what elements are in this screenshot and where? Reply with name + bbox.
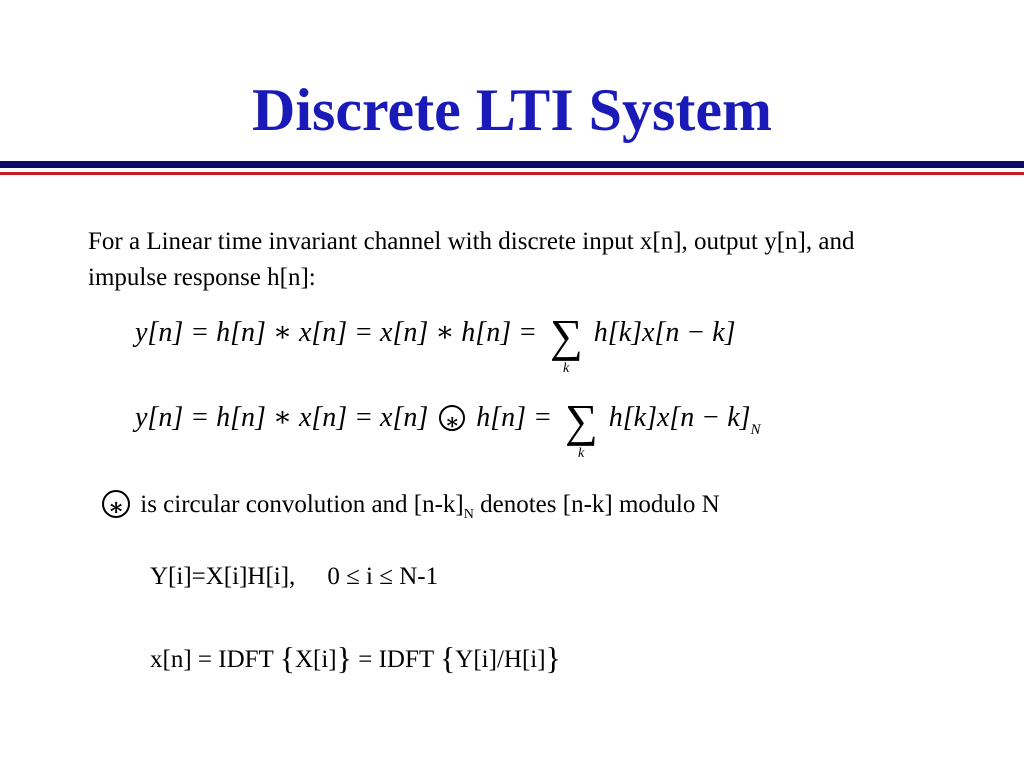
frequency-domain-equation [150,563,438,591]
circular-convolution-icon: ∗ [102,490,130,518]
eq1-lhs: y[n] = h[n] ∗ x[n] = x[n] ∗ h[n] = [135,317,537,348]
note-text-a: is circular convolution and [n-k] [140,491,464,518]
idft-part1: x[n] = IDFT [150,646,274,673]
summation-index: k [563,361,570,376]
right-brace: } [545,640,561,676]
eq1-rhs: h[k]x[n − k] [593,317,736,348]
summation-symbol: ∑ k [550,310,583,376]
circular-convolution-equation [135,395,761,461]
eq2-lhs-a: y[n] = h[n] ∗ x[n] = x[n] [135,402,429,433]
linear-convolution-equation [135,310,736,376]
left-brace: { [439,640,456,676]
idft-arg1: X[i] [294,646,337,673]
eq2-rhs: h[k]x[n − k] [608,402,751,433]
freq-eq-left: Y[i]=X[i]H[i], [150,563,296,590]
eq2-lhs-b: h[n] = [476,402,552,433]
circular-convolution-icon: ∗ [439,405,465,431]
idft-equation [150,640,561,677]
idft-part2: = IDFT [358,646,434,673]
title-divider-red [0,172,1024,175]
circular-convolution-note [98,490,720,523]
slide-title: Discrete LTI System [252,77,772,143]
title-divider-navy [0,161,1024,168]
freq-eq-range: 0 ≤ i ≤ N-1 [327,563,439,590]
left-brace: { [279,640,295,676]
note-text-b: denotes [n-k] modulo N [480,491,720,518]
right-brace: } [336,640,352,676]
eq2-rhs-subscript: N [750,422,761,438]
note-subscript: N [463,507,474,522]
intro-text: For a Linear time invariant channel with discrete input x[n], output y[n], and impulse response h[n]: [88,228,855,291]
summation-symbol: ∑ k [564,395,598,461]
idft-arg2: Y[i]/H[i] [455,646,546,673]
summation-index: k [577,446,585,461]
